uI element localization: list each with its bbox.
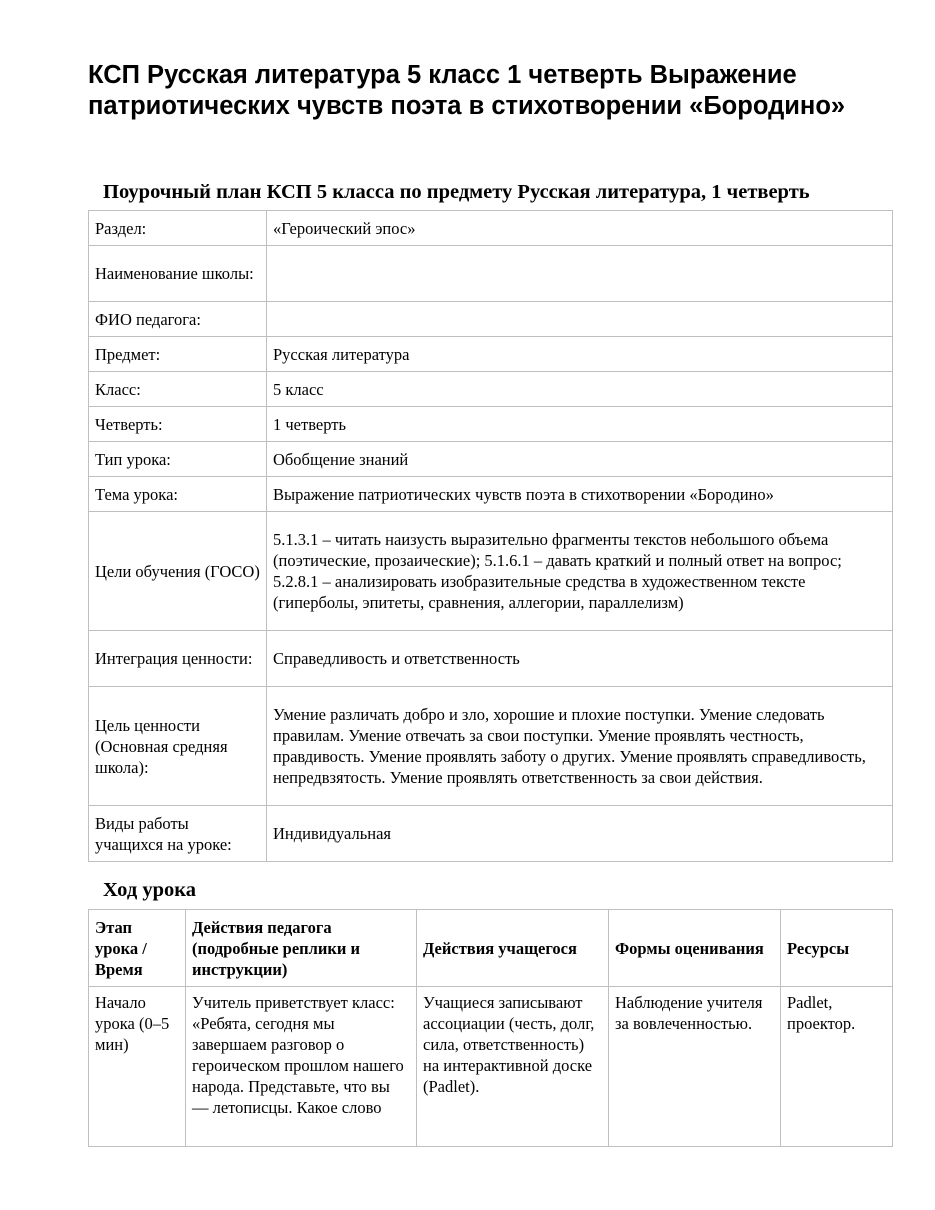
table-row <box>89 246 893 302</box>
row-value <box>267 302 893 337</box>
row-label: Класс: <box>89 372 267 407</box>
lesson-table <box>88 909 893 1147</box>
row-label: ФИО педагога: <box>89 302 267 337</box>
table-row <box>89 631 893 687</box>
table-row <box>89 512 893 631</box>
column-header-assessment: Формы оценивания <box>609 910 781 987</box>
table-row <box>89 337 893 372</box>
table-row <box>89 372 893 407</box>
cell-teacher: Учитель приветствует класс: «Ребята, сегодня мы завершаем разговор о героическом прошлом нашего народа. Представьте, что вы — летописцы. Какое слово <box>186 987 417 1147</box>
row-value: 5.1.3.1 – читать наизусть выразительно фрагменты текстов небольшого объема (поэтические, прозаические); 5.1.6.1 – давать краткий и полный ответ на вопрос; 5.2.8.1 – анализировать изобразительные средства в художественном тексте (гиперболы, эпитеты, сравнения, аллегории, параллелизм) <box>267 512 893 631</box>
table-row <box>89 806 893 862</box>
table-row <box>89 211 893 246</box>
table-row <box>89 407 893 442</box>
row-value: «Героический эпос» <box>267 211 893 246</box>
table-row <box>89 987 893 1147</box>
plan-info-table <box>88 210 893 862</box>
document-title: КСП Русская литература 5 класс 1 четверть Выражение патриотических чувств поэта в стихотворении «Бородино» <box>88 61 846 120</box>
row-label: Цель ценности (Основная средняя школа): <box>89 687 267 806</box>
cell-assessment: Наблюдение учителя за вовлеченностью. <box>609 987 781 1147</box>
row-label: Предмет: <box>89 337 267 372</box>
table-row <box>89 477 893 512</box>
column-header-resources: Ресурсы <box>781 910 893 987</box>
row-value: Обобщение знаний <box>267 442 893 477</box>
cell-student: Учащиеся записывают ассоциации (честь, долг, сила, ответственность) на интерактивной доске (Padlet). <box>417 987 609 1147</box>
plan-heading: Поурочный план КСП 5 класса по предмету Русская литература, 1 четверть <box>103 181 810 203</box>
row-label: Виды работы учащихся на уроке: <box>89 806 267 862</box>
table-row <box>89 302 893 337</box>
document-page <box>88 60 893 1117</box>
table-row <box>89 442 893 477</box>
row-label: Тема урока: <box>89 477 267 512</box>
table-header-row <box>89 910 893 987</box>
lesson-heading: Ход урока <box>103 879 196 901</box>
row-label: Тип урока: <box>89 442 267 477</box>
column-header-student: Действия учащегося <box>417 910 609 987</box>
column-header-teacher: Действия педагога (подробные реплики и инструкции) <box>186 910 417 987</box>
row-value: Индивидуальная <box>267 806 893 862</box>
table-row <box>89 687 893 806</box>
cell-resources: Padlet, проектор. <box>781 987 893 1147</box>
row-label: Цели обучения (ГОСО) <box>89 512 267 631</box>
row-value: 1 четверть <box>267 407 893 442</box>
row-value <box>267 246 893 302</box>
row-value: Выражение патриотических чувств поэта в стихотворении «Бородино» <box>267 477 893 512</box>
row-value: 5 класс <box>267 372 893 407</box>
column-header-stage: Этап урока / Время <box>89 910 186 987</box>
cell-stage: Начало урока (0–5 мин) <box>89 987 186 1147</box>
row-value: Умение различать добро и зло, хорошие и плохие поступки. Умение следовать правилам. Умение отвечать за свои поступки. Умение проявлять честность, правдивость. Умение проявлять заботу о других. Умение проявлять справедливость, непредвзятость. Умение проявлять ответственность за свои действия. <box>267 687 893 806</box>
row-label: Наименование школы: <box>89 246 267 302</box>
row-value: Справедливость и ответственность <box>267 631 893 687</box>
row-value: Русская литература <box>267 337 893 372</box>
row-label: Раздел: <box>89 211 267 246</box>
row-label: Четверть: <box>89 407 267 442</box>
row-label: Интеграция ценности: <box>89 631 267 687</box>
